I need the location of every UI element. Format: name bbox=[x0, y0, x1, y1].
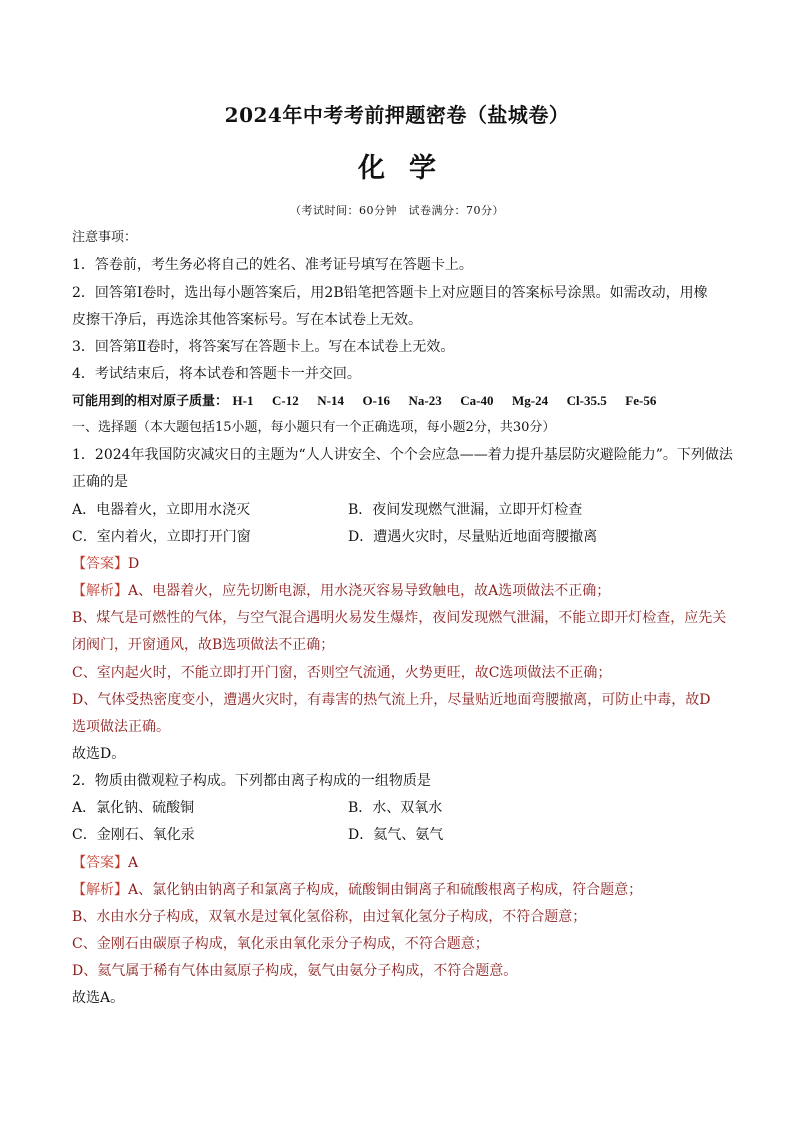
q1-option-d: D．遭遇火灾时，尽量贴近地面弯腰撤离 bbox=[348, 529, 598, 545]
element-mass: H-1 bbox=[232, 393, 254, 408]
answer-value: A bbox=[128, 855, 139, 871]
q2-analysis-line: D、氦气属于稀有气体由氦原子构成，氨气由氨分子构成，不符合题意。 bbox=[72, 963, 518, 979]
q1-option-c: C．室内着火，立即打开门窗 bbox=[72, 529, 251, 545]
section-heading: 一、选择题（本大题包括15小题，每小题只有一个正确选项，每小题2分，共30分） bbox=[72, 420, 556, 435]
q1-analysis-line: 选项做法正确。 bbox=[72, 719, 170, 735]
q1-analysis-line: D、气体受热密度变小，遭遇火灾时，有毒害的热气流上升，尽量贴近地面弯腰撤离，可防止中毒，故D bbox=[72, 692, 711, 708]
analysis-text: A、电器着火，应先切断电源，用水浇灭容易导致触电，故A选项做法不正确； bbox=[128, 583, 611, 599]
analysis-label: 【解析】 bbox=[72, 583, 128, 599]
notice-item-3: 3．回答第Ⅱ卷时，将答案写在答题卡上。写在本试卷上无效。 bbox=[72, 339, 455, 355]
notice-item-2: 2．回答第Ⅰ卷时，选出每小题答案后，用2B铅笔把答题卡上对应题目的答案标号涂黑。如需改动，用橡 bbox=[72, 285, 708, 301]
q1-analysis-line: B、煤气是可燃性的气体，与空气混合遇明火易发生爆炸，夜间发现燃气泄漏，不能立即开灯检查，应先关 bbox=[72, 610, 727, 626]
element-mass: O-16 bbox=[362, 393, 390, 408]
atomic-masses bbox=[72, 392, 670, 411]
answer-value: D bbox=[128, 556, 140, 572]
q2-conclusion: 故选A。 bbox=[72, 990, 125, 1006]
q1-conclusion: 故选D。 bbox=[72, 746, 126, 762]
q1-answer bbox=[72, 555, 139, 573]
q1-option-b: B．夜间发现燃气泄漏，立即开灯检查 bbox=[348, 502, 583, 518]
q2-analysis-line: C、金刚石由碳原子构成，氧化汞由氧化汞分子构成，不符合题意； bbox=[72, 936, 489, 952]
notice-heading: 注意事项： bbox=[72, 230, 138, 245]
q2-analysis-line: B、水由水分子构成，双氧水是过氧化氢俗称，由过氧化氢分子构成，不符合题意； bbox=[72, 909, 587, 925]
q2-analysis-line bbox=[72, 881, 642, 899]
q2-stem: 2．物质由微观粒子构成。下列都由离子构成的一组物质是 bbox=[72, 773, 431, 789]
q2-option-d: D．氦气、氨气 bbox=[348, 827, 444, 843]
q1-stem: 1．2024年我国防灾减灾日的主题为“人人讲安全、个个会应急——着力提升基层防灾避险能力”。下列做法 bbox=[72, 447, 733, 463]
element-mass: Ca-40 bbox=[460, 393, 494, 408]
q1-analysis-line: C、室内起火时，不能立即打开门窗，否则空气流通，火势更旺，故C选项做法不正确； bbox=[72, 665, 612, 681]
q2-option-a: A．氯化钠、硫酸铜 bbox=[72, 800, 195, 816]
q1-analysis-line: 闭阀门，开窗通风，故B选项做法不正确； bbox=[72, 637, 335, 653]
exam-info: （考试时间：60分钟 试卷满分：70分） bbox=[290, 204, 504, 217]
element-mass: Fe-56 bbox=[625, 393, 657, 408]
q1-stem-cont: 正确的是 bbox=[72, 474, 128, 490]
element-mass: C-12 bbox=[272, 393, 299, 408]
element-mass: N-14 bbox=[317, 393, 344, 408]
q2-answer bbox=[72, 854, 138, 872]
q1-option-a: A．电器着火，立即用水浇灭 bbox=[72, 502, 251, 518]
notice-item-1: 1．答卷前，考生务必将自己的姓名、准考证号填写在答题卡上。 bbox=[72, 257, 473, 273]
analysis-text: A、氯化钠由钠离子和氯离子构成，硫酸铜由铜离子和硫酸根离子构成，符合题意； bbox=[128, 882, 643, 898]
q2-option-c: C．金刚石、氧化汞 bbox=[72, 827, 195, 843]
answer-label: 【答案】 bbox=[72, 855, 128, 871]
q1-analysis-line bbox=[72, 582, 610, 600]
page-title: 2024年中考考前押题密卷（盐城卷） bbox=[224, 103, 570, 127]
notice-item-4: 4．考试结束后，将本试卷和答题卡一并交回。 bbox=[72, 366, 361, 382]
answer-label: 【答案】 bbox=[72, 556, 128, 572]
element-mass: Na-23 bbox=[408, 393, 442, 408]
element-mass: Cl-35.5 bbox=[566, 393, 607, 408]
q2-option-b: B．水、双氧水 bbox=[348, 800, 443, 816]
analysis-label: 【解析】 bbox=[72, 882, 128, 898]
atomic-masses-label: 可能用到的相对原子质量： bbox=[72, 394, 229, 409]
element-mass: Mg-24 bbox=[512, 393, 549, 408]
notice-item-2-cont: 皮擦干净后，再选涂其他答案标号。写在本试卷上无效。 bbox=[72, 312, 422, 328]
subject-title: 化学 bbox=[358, 153, 460, 184]
